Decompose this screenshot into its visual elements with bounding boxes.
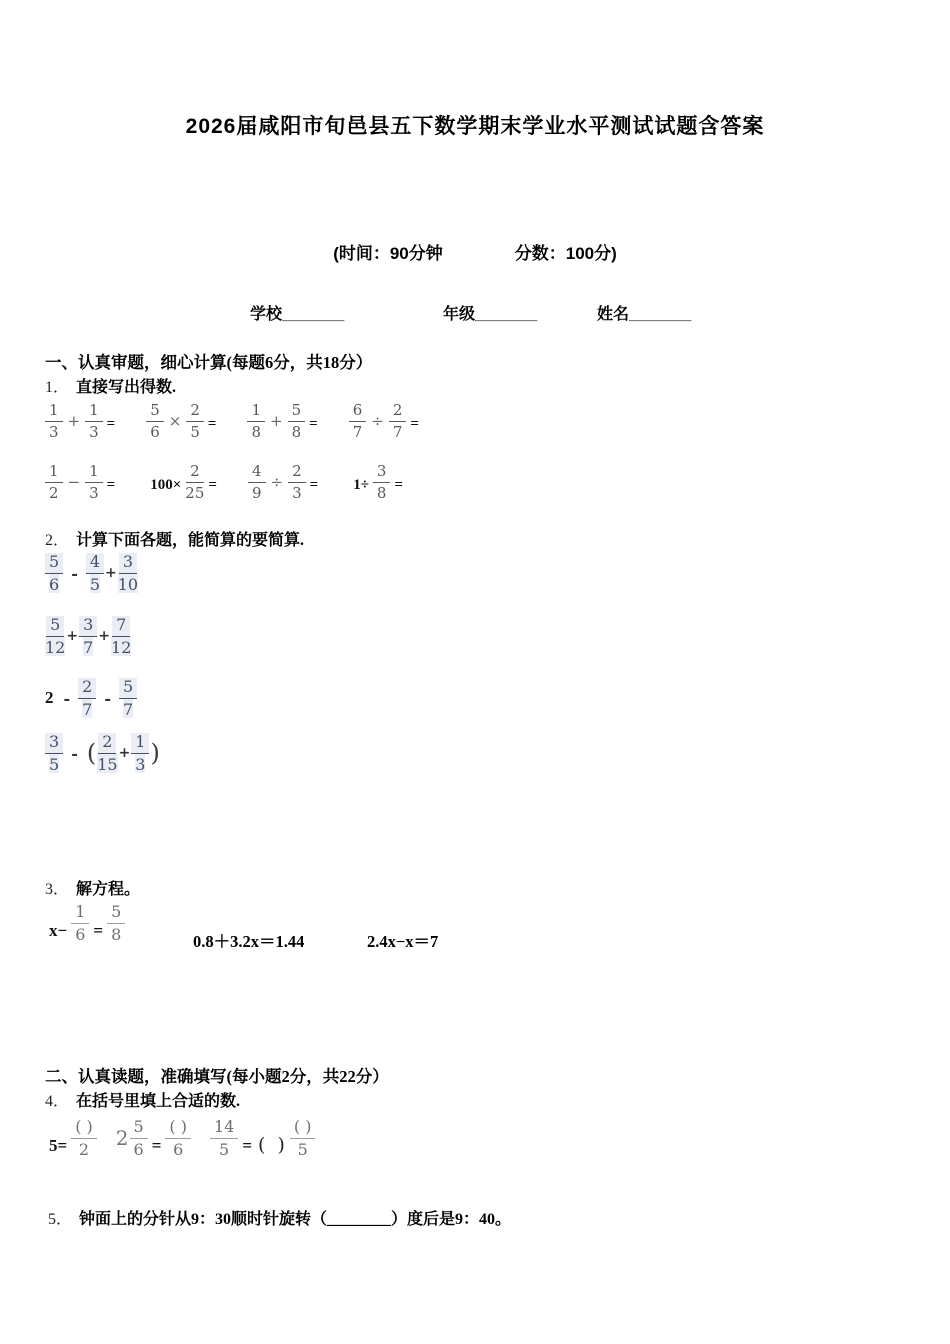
math-expression (45, 733, 161, 773)
fraction: $\frac{6}{7}$ (349, 402, 367, 440)
math-token: = (309, 477, 319, 493)
fraction: $\frac{( )}{5}$ (290, 1118, 316, 1158)
fraction: $\frac{3}{10}$ (117, 552, 139, 594)
math-expression (45, 616, 131, 656)
question-2 (45, 527, 304, 550)
fraction: $\frac{5}{12}$ (45, 615, 66, 657)
math-token: x− (49, 921, 68, 940)
fraction: $\frac{2}{5}$ (186, 402, 204, 440)
question-1 (45, 374, 176, 397)
fraction: $\frac{5}{8}$ (288, 402, 306, 440)
math-token: - (71, 743, 78, 763)
fraction: $\frac{( )}{6}$ (165, 1118, 191, 1158)
math-token: - (71, 563, 78, 583)
math-expression (247, 402, 321, 440)
q2-expression-4 (45, 733, 161, 773)
question-label: 计算下面各题，能简算的要简算. (76, 532, 305, 549)
math-expression (45, 903, 125, 943)
math-token: 5= (49, 1136, 68, 1155)
math-expression (45, 553, 138, 593)
fraction: $\frac{3}{5}$ (45, 733, 63, 773)
fraction: $\frac{2}{7}$ (389, 402, 407, 440)
school-blank: 学校_______ (250, 306, 345, 323)
fraction: $\frac{2}{7}$ (78, 678, 96, 718)
fraction: $\frac{2}{25}$ (185, 462, 205, 502)
fraction: $\frac{14}{5}$ (210, 1118, 238, 1158)
question-number: 5． (48, 1211, 73, 1228)
q3-equation-1 (45, 903, 125, 943)
fraction: $\frac{5}{8}$ (107, 903, 125, 943)
math-token: = (106, 477, 116, 493)
fraction: $\frac{4}{5}$ (86, 553, 104, 593)
q2-expression-3 (45, 678, 137, 718)
math-token: 2 (115, 1126, 129, 1150)
math-token: = (93, 921, 104, 940)
fraction: $\frac{2}{15}$ (97, 732, 118, 774)
math-expression (146, 463, 221, 501)
math-expression (116, 1118, 191, 1158)
fraction: $\frac{5}{6}$ (130, 1118, 148, 1158)
math-expression (45, 402, 119, 440)
question-label: 直接写出得数. (76, 379, 177, 396)
question-number: 3． (45, 881, 70, 898)
math-expression (349, 402, 423, 440)
math-token: 100× (150, 477, 182, 493)
math-expression (210, 1118, 316, 1158)
question-label: 解方程。 (76, 881, 141, 898)
math-token: ÷ (270, 473, 284, 491)
math-expression (45, 463, 119, 501)
math-token: = (242, 1136, 252, 1155)
fraction: $\frac{( )}{2}$ (71, 1118, 97, 1158)
total-score: 分数：100分) (514, 244, 617, 263)
q3-equation-2: 0.8＋3.2x＝1.44 (193, 932, 305, 951)
question-3 (45, 876, 140, 899)
math-token: = (151, 1136, 162, 1155)
math-token: - (104, 688, 111, 708)
math-expression (248, 463, 322, 501)
math-token: × (168, 412, 182, 430)
fraction: $\frac{5}{6}$ (45, 553, 63, 593)
question-4 (45, 1088, 240, 1111)
time-limit: (时间：90分钟 (333, 244, 443, 263)
math-token: + (66, 628, 79, 644)
math-expression (146, 402, 220, 440)
math-token: 1÷ (353, 477, 369, 493)
fraction: $\frac{4}{9}$ (248, 463, 266, 501)
math-token: ( ) (258, 1134, 288, 1156)
math-token: = (410, 416, 419, 432)
math-token: + (270, 412, 283, 430)
math-expression (349, 463, 407, 501)
q3-equation-3: 2.4x−x＝7 (367, 932, 439, 951)
question-label: 钟面上的分针从9：30顺时针旋转（________）度后是9：40。 (79, 1211, 512, 1228)
math-expression (45, 1118, 97, 1158)
fraction: $\frac{1}{3}$ (85, 463, 103, 501)
math-token: − (67, 473, 81, 491)
question-number: 4． (45, 1093, 70, 1110)
fraction: $\frac{1}{3}$ (45, 402, 63, 440)
math-token: + (105, 565, 117, 581)
q1-row1 (45, 402, 423, 440)
math-token: = (106, 416, 116, 432)
exam-meta (0, 239, 950, 264)
question-label: 在括号里填上合适的数. (76, 1093, 241, 1110)
math-token: - (63, 688, 71, 708)
fraction: $\frac{3}{8}$ (373, 463, 391, 501)
grade-blank: 年级_______ (443, 306, 538, 323)
fraction: $\frac{3}{7}$ (79, 616, 97, 656)
math-token: = (394, 477, 404, 493)
fraction: $\frac{1}{8}$ (247, 402, 265, 440)
math-token: 2 (45, 688, 54, 707)
question-number: 2． (45, 532, 70, 549)
math-token: + (67, 412, 81, 430)
math-expression (45, 678, 137, 718)
q2-expression-2 (45, 616, 131, 656)
question-number: 1． (45, 379, 70, 396)
section1-heading: 一、认真审题，细心计算(每题6分，共18分） (45, 353, 373, 372)
math-token: = (309, 416, 318, 432)
fraction: $\frac{1}{3}$ (131, 733, 149, 773)
math-token: ( (86, 739, 97, 767)
question-5 (48, 1206, 511, 1229)
fraction: $\frac{2}{3}$ (288, 463, 306, 501)
page-title: 2026届咸阳市旬邑县五下数学期末学业水平测试试题含答案 (185, 115, 765, 138)
fraction: $\frac{1}{3}$ (85, 402, 103, 440)
math-token: ÷ (371, 412, 384, 430)
fraction: $\frac{1}{2}$ (45, 463, 63, 501)
math-token: = (207, 416, 217, 432)
fraction: $\frac{7}{12}$ (111, 615, 132, 657)
math-token: ) (150, 739, 160, 767)
math-token: + (98, 628, 111, 644)
fraction: $\frac{5}{7}$ (119, 678, 137, 718)
math-token: + (118, 745, 131, 761)
q1-row2 (45, 463, 407, 501)
name-blank: 姓名_______ (597, 306, 692, 323)
q2-expression-1 (45, 553, 138, 593)
section2-heading: 二、认真读题，准确填写(每小题2分，共22分） (45, 1067, 389, 1086)
math-token: = (208, 477, 217, 493)
fraction: $\frac{5}{6}$ (146, 402, 164, 440)
q4-row (45, 1118, 315, 1158)
fraction: $\frac{1}{6}$ (71, 903, 89, 943)
